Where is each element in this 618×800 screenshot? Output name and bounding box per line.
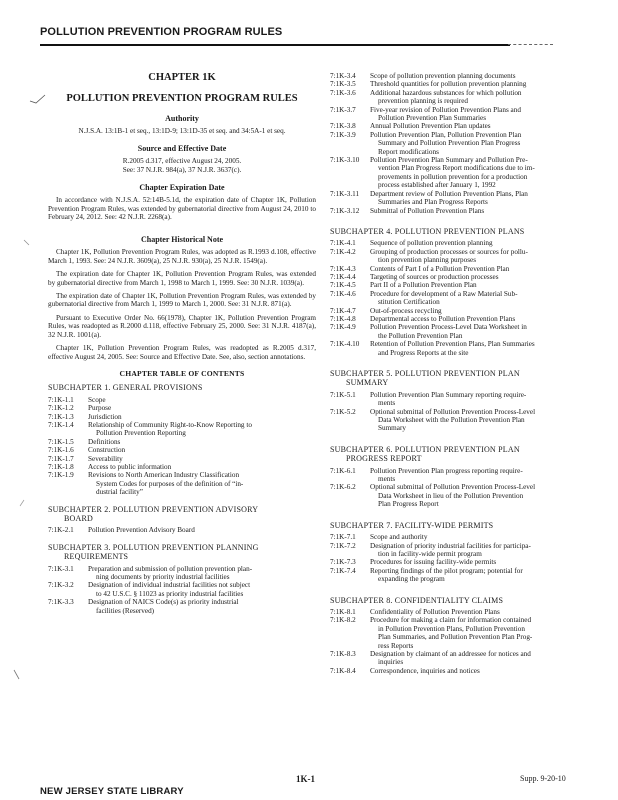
toc-entry[interactable]: 7:1K-1.8 Access to public information [48, 462, 172, 471]
toc-entry[interactable]: 7:1K-5.2 Optional submittal of Pollution Prevention Process-Level Data Worksheet with the Pollution Prevention Plan Summary [330, 407, 536, 433]
source-line-2: See: 37 N.J.R. 984(a), 37 N.J.R. 3637(c). [122, 165, 242, 174]
toc-entry[interactable]: 7:1K-4.8 Departmental access to Pollution Prevention Plans [330, 314, 516, 323]
toc-entry[interactable]: 7:1K-4.3 Contents of Part I of a Pollution Prevention Plan [330, 264, 510, 273]
toc-entry[interactable]: 7:1K-1.6 Construction [48, 446, 126, 455]
toc-entry[interactable]: 7:1K-1.5 Definitions [48, 437, 121, 446]
toc-entry[interactable]: 7:1K-7.1 Scope and authority [330, 533, 428, 542]
subchapter-4-heading: SUBCHAPTER 4. POLLUTION PREVENTION PLANS [330, 226, 525, 236]
expiration-heading: Chapter Expiration Date [139, 183, 225, 193]
toc-entry[interactable]: 7:1K-3.4 Scope of pollution prevention planning documents [330, 72, 516, 80]
history-paragraph-3: The expiration date of Chapter 1K, Pollution Prevention Program Rules, was extended by gubernatorial directive from March 1, 1999 to March 1, 2000. See: 31 N.J.R. 871(a). [48, 292, 316, 309]
subchapter-8-heading: SUBCHAPTER 8. CONFIDENTIALITY CLAIMS [330, 595, 504, 605]
toc-entry[interactable]: 7:1K-4.9 Pollution Prevention Process-Level Data Worksheet in the Pollution Prevention Plan [330, 323, 527, 340]
toc-entry[interactable]: 7:1K-1.3 Jurisdiction [48, 412, 122, 421]
scan-mark-tick-1 [22, 238, 32, 248]
toc-entry[interactable]: 7:1K-4.4 Targeting of sources or production processes [330, 272, 499, 281]
toc-entry[interactable]: 7:1K-1.2 Purpose [48, 404, 112, 413]
history-heading: Chapter Historical Note [140, 235, 224, 245]
authority-text: N.J.S.A. 13:1B-1 et seq., 13:1D-9; 13:1D-35 et seq. and 34:5A-1 et seq. [78, 127, 286, 135]
scan-mark-check [28, 92, 48, 106]
header-rule-tail [508, 44, 553, 45]
toc-entry[interactable]: 7:1K-3.7 Five-year revision of Pollution Prevention Plans and Pollution Prevention Plan Summaries [330, 105, 521, 123]
subchapter-1-heading: SUBCHAPTER 1. GENERAL PROVISIONS [48, 383, 203, 393]
header-rule [40, 44, 510, 46]
chapter-title: POLLUTION PREVENTION PROGRAM RULES [66, 93, 298, 104]
chapter-number: CHAPTER 1K [148, 72, 216, 83]
library-stamp: NEW JERSEY STATE LIBRARY [40, 786, 184, 797]
toc-entry[interactable]: 7:1K-4.6 Procedure for development of a Raw Material Sub- stitution Certification [330, 289, 518, 307]
running-head: POLLUTION PREVENTION PROGRAM RULES [40, 26, 283, 38]
subchapter-3-continued-list [330, 72, 582, 215]
toc-entry[interactable]: 7:1K-3.9 Pollution Prevention Plan, Pollution Prevention Plan Summary and Pollution Prevention Plan Progress Report modifications [330, 130, 522, 156]
toc-entry[interactable]: 7:1K-3.3 Designation of NAICS Code(s) as priority industrial facilities (Reserved) [48, 598, 239, 615]
toc-entry[interactable]: 7:1K-2.1 Pollution Prevention Advisory Board [48, 526, 195, 535]
toc-entry[interactable]: 7:1K-3.6 Additional hazardous substances for which pollution prevention planning is required [330, 88, 522, 106]
supplement-date: Supp. 9-20-10 [520, 774, 566, 783]
history-paragraph-5: Chapter 1K, Pollution Prevention Program Rules, was readopted as R.2005 d.317, effective August 24, 2005. See: Source and Effective Date. See, also, section annotations. [48, 344, 316, 361]
toc-entry[interactable]: 7:1K-4.2 Grouping of production processes or sources for pollu- tion prevention planning purposes [330, 247, 528, 265]
toc-entry[interactable]: 7:1K-1.1 Scope [48, 395, 106, 404]
toc-entry[interactable]: 7:1K-6.1 Pollution Prevention Plan progress reporting require- ments [330, 466, 523, 484]
toc-entry[interactable]: 7:1K-5.1 Pollution Prevention Plan Summary reporting require- ments [330, 390, 527, 408]
subchapter-7-heading: SUBCHAPTER 7. FACILITY-WIDE PERMITS [330, 520, 494, 530]
scan-mark-tick-3 [12, 668, 22, 682]
toc-entry[interactable]: 7:1K-3.2 Designation of individual industrial facilities not subject to 42 U.S.C. § 11023 as priority industrial facilities [48, 581, 251, 598]
toc-entry[interactable]: 7:1K-3.11 Department review of Pollution Prevention Plans, Plan Summaries and Plan Progress Reports [330, 189, 528, 207]
right-column [330, 72, 582, 675]
subchapter-1-list [48, 396, 316, 497]
expiration-text: In accordance with N.J.S.A. 52:14B-5.1d, the expiration date of Chapter 1K, Pollution Prevention Program Rules, was extended by gubernatorial directive from August 24, 2010 to February 24, 2012. See: 42 N.J.R. 2268(a). [48, 196, 316, 222]
authority-heading: Authority [165, 114, 199, 123]
toc-entry[interactable]: 7:1K-3.5 Threshold quantities for pollution prevention planning [330, 80, 527, 89]
toc-entry[interactable]: 7:1K-4.1 Sequence of pollution prevention planning [330, 239, 493, 248]
scan-mark-tick-2 [18, 498, 28, 508]
toc-entry[interactable]: 7:1K-3.1 Preparation and submission of pollution prevention plan- ning documents by priority industrial facilities [48, 564, 253, 582]
toc-entry[interactable]: 7:1K-4.7 Out-of-process recycling [330, 306, 442, 315]
source-line-1: R.2005 d.317, effective August 24, 2005. [122, 157, 242, 166]
history-paragraph-2: The expiration date for Chapter 1K, Pollution Prevention Program Rules, was extended by gubernatorial directive from March 1, 1998 to March 1, 1999. See: 30 N.J.R. 1039(a). [48, 270, 316, 287]
toc-entry[interactable]: 7:1K-8.1 Confidentiality of Pollution Prevention Plans [330, 607, 500, 616]
source-heading: Source and Effective Date [137, 144, 227, 154]
toc-entry[interactable]: 7:1K-8.2 Procedure for making a claim for information contained in Pollution Prevention Plans, Pollution Prevention Plan Summaries, and Pollution Prevention Plan Prog- ress Reports [330, 616, 533, 650]
toc-entry[interactable]: 7:1K-7.4 Reporting findings of the pilot program; potential for expanding the program [330, 566, 523, 584]
toc-entry[interactable]: 7:1K-3.10 Pollution Prevention Plan Summary and Pollution Pre- vention Plan Progress Report modifications due to im- provements in pollution prevention for a production process established after January 1, 1992 [330, 156, 535, 190]
toc-entry[interactable]: 7:1K-1.4 Relationship of Community Right-to-Know Reporting to Pollution Prevention Reporting [48, 420, 252, 438]
toc-entry[interactable]: 7:1K-3.12 Submittal of Pollution Prevention Plans [330, 206, 485, 215]
subchapter-6-heading: SUBCHAPTER 6. POLLUTION PREVENTION PLAN PROGRESS REPORT [330, 444, 520, 464]
toc-entry[interactable]: 7:1K-4.5 Part II of a Pollution Prevention Plan [330, 281, 477, 290]
toc-entry[interactable]: 7:1K-6.2 Optional submittal of Pollution Prevention Process-Level Data Worksheet in lieu of the Pollution Prevention Plan Progress Report [330, 483, 536, 509]
toc-title: CHAPTER TABLE OF CONTENTS [119, 368, 245, 378]
subchapter-3-heading: SUBCHAPTER 3. POLLUTION PREVENTION PLANNING REQUIREMENTS [48, 542, 259, 562]
page-number: 1K-1 [296, 774, 315, 784]
toc-entry[interactable]: 7:1K-7.3 Procedures for issuing facility-wide permits [330, 558, 497, 567]
toc-entry[interactable]: 7:1K-4.10 Retention of Pollution Prevention Plans, Plan Summaries and Progress Reports at the site [330, 340, 535, 357]
toc-entry[interactable]: 7:1K-3.8 Annual Pollution Prevention Plan updates [330, 122, 491, 131]
subchapter-5-heading: SUBCHAPTER 5. POLLUTION PREVENTION PLAN SUMMARY [330, 369, 520, 388]
history-paragraph-4: Pursuant to Executive Order No. 66(1978), Chapter 1K, Pollution Prevention Program Rules, was readopted as R.2000 d.118, effective February 25, 2000. See: 31 N.J.R. 4187(a), 32 N.J.R. 1001(a). [48, 313, 316, 339]
subchapter-2-heading: SUBCHAPTER 2. POLLUTION PREVENTION ADVISORY BOARD [48, 504, 259, 523]
toc-entry[interactable]: 7:1K-8.3 Designation by claimant of an addressee for notices and inquiries [330, 649, 531, 667]
toc-entry[interactable]: 7:1K-8.4 Correspondence, inquiries and notices [330, 666, 480, 675]
toc-entry[interactable]: 7:1K-7.2 Designation of priority industrial facilities for participa- tion in facility-wide permit program [330, 541, 531, 558]
toc-entry[interactable]: 7:1K-1.9 Revisions to North American Industry Classification System Codes for purposes of the definition of “in- dustrial facility” [48, 471, 244, 497]
toc-entry[interactable]: 7:1K-1.7 Severability [48, 454, 123, 463]
left-column [48, 72, 316, 615]
history-paragraph-1: Chapter 1K, Pollution Prevention Program Rules, was adopted as R.1993 d.108, effective March 1, 1993. See: 24 N.J.R. 3609(a), 25 N.J.R. 930(a), 25 N.J.R. 1549(a). [48, 248, 316, 265]
